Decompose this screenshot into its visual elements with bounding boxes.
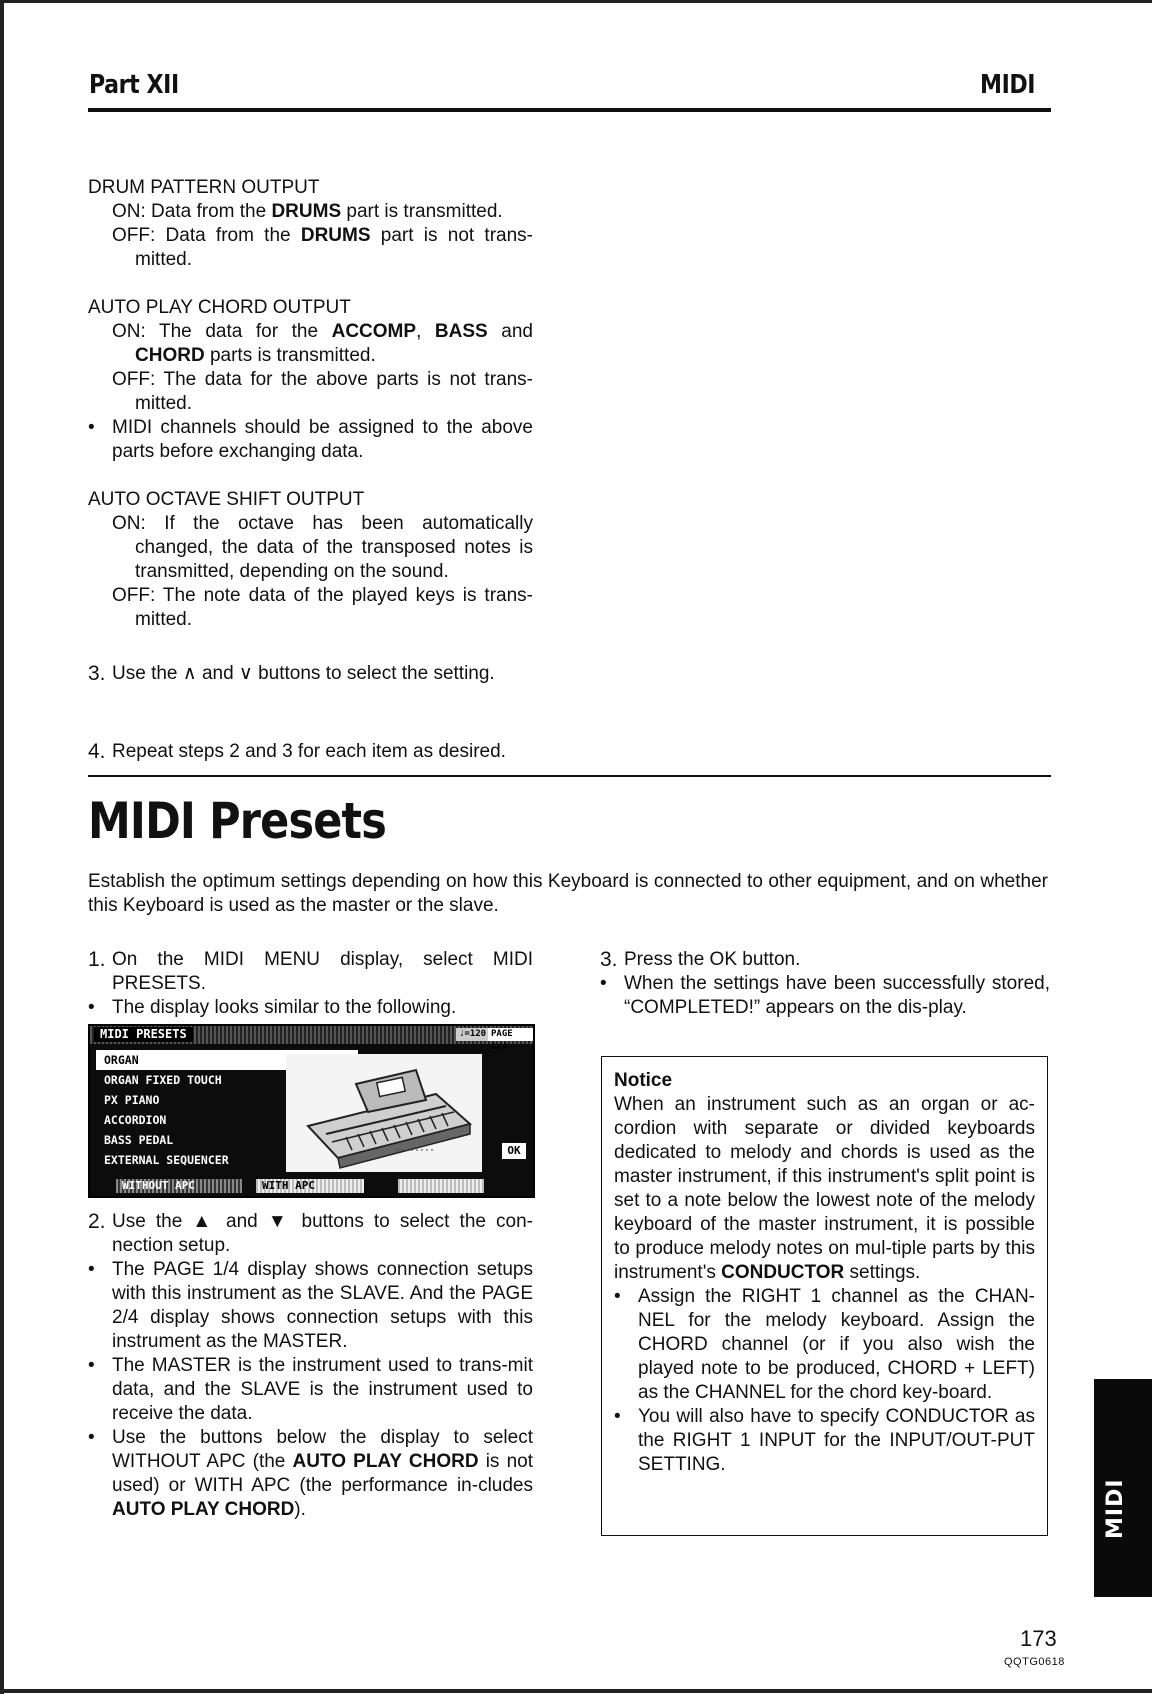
document-code: QQTG0618 xyxy=(1004,1656,1065,1668)
autoplay-heading: AUTO PLAY CHORD OUTPUT xyxy=(88,297,351,318)
page-frame-top xyxy=(0,0,1152,3)
notice-bullet: • You will also have to specify CONDUCTOR as the RIGHT 1 INPUT for the INPUT/OUT-PUT SETTING. xyxy=(614,1405,1035,1477)
octave-on: ON: If the octave has been automatically changed, the data of the transposed notes is transmitted, depending on the sound. xyxy=(112,513,533,582)
drum-off: OFF: Data from the DRUMS part is not trans-mitted. xyxy=(112,225,534,270)
octave-heading: AUTO OCTAVE SHIFT OUTPUT xyxy=(88,489,365,510)
autoplay-note: • MIDI channels should be assigned to the above parts before exchanging data. xyxy=(88,416,533,464)
lcd-preset-item[interactable]: BASS PEDAL xyxy=(104,1133,174,1147)
header-part: Part XII xyxy=(89,70,179,100)
presets-intro: Establish the optimum settings depending on how this Keyboard is connected to other equipment, and on whether this Keyboard is used as the master or the slave. xyxy=(88,871,1048,916)
lcd-title: MIDI PRESETS xyxy=(94,1027,193,1042)
keyboard-icon xyxy=(286,1054,482,1172)
section-title: MIDI Presets xyxy=(88,792,386,850)
notice-bullet: • Assign the RIGHT 1 channel as the CHAN-NEL for the melody keyboard. Assign the CHORD channel (or if you also wish the played note to be produced, CHORD + LEFT) as the CHANNEL for the chord key-board. xyxy=(614,1285,1035,1405)
presets-step-2-block xyxy=(88,1210,533,1522)
lcd-display xyxy=(88,1024,535,1198)
autoplay-off: OFF: The data for the above parts is not trans-mitted. xyxy=(112,369,533,414)
notice-title: Notice xyxy=(614,1070,673,1091)
presets-step-1-bullet: • The display looks similar to the following. xyxy=(88,996,533,1020)
side-tab-label: MIDI xyxy=(1103,1478,1128,1539)
presets-step-3: 3. Press the OK button. xyxy=(600,948,801,971)
page-frame-left xyxy=(0,0,4,1694)
presets-step-2-bullet: • Use the buttons below the display to select WITHOUT APC (the AUTO PLAY CHORD is not used) or WITH APC (the performance in-cludes AUTO PLAY CHORD). xyxy=(88,1426,533,1522)
top-step-4: 4. Repeat steps 2 and 3 for each item as desired. xyxy=(88,740,506,763)
lcd-page-indicator: PAGE 1/4 xyxy=(488,1028,533,1041)
without-apc-button[interactable]: WITHOUT APC xyxy=(116,1179,242,1193)
page-frame-bottom xyxy=(0,1689,1152,1693)
side-tab xyxy=(1094,1379,1152,1597)
drum-on: ON: Data from the DRUMS part is transmitted. xyxy=(112,201,503,222)
keyboard-illustration xyxy=(286,1054,482,1172)
top-step-3: 3. Use the ∧ and ∨ buttons to select the setting. xyxy=(88,662,495,685)
lcd-blank-button[interactable] xyxy=(398,1179,484,1193)
notice-box xyxy=(601,1056,1048,1536)
section-divider xyxy=(88,775,1051,777)
presets-step-3-bullet: • When the settings have been successfully stored, “COMPLETED!” appears on the dis-play. xyxy=(600,972,1050,1020)
lcd-preset-item[interactable]: ORGAN FIXED TOUCH xyxy=(104,1073,222,1087)
presets-step-2: 2. Use the ▲ and ▼ buttons to select the con-nection setup. xyxy=(88,1210,533,1256)
drum-heading: DRUM PATTERN OUTPUT xyxy=(88,177,320,198)
lcd-tempo: ♩=120 xyxy=(456,1028,489,1041)
notice-body: When an instrument such as an organ or ac-cordion with separate or divided keyboards dedicated to melody and chords is used as the master instrument, if this instrument's split point is set to a note below the lowest note of the melody keyboard of the master instrument, it is possible to produce melody notes on mul-tiple parts by this instrument's CONDUCTOR settings. xyxy=(614,1094,1035,1283)
lcd-preset-item[interactable]: PX PIANO xyxy=(104,1093,160,1107)
lcd-preset-item[interactable]: ACCORDION xyxy=(104,1113,167,1127)
presets-step-1-block xyxy=(88,948,533,1020)
presets-step-2-bullet: • The PAGE 1/4 display shows connection setups with this instrument as the SLAVE. And the PAGE 2/4 display shows connection setups with this instrument as the MASTER. xyxy=(88,1258,533,1354)
presets-step-3-block xyxy=(600,948,1050,1020)
presets-step-2-bullet: • The MASTER is the instrument used to trans-mit data, and the SLAVE is the instrument used to receive the data. xyxy=(88,1354,533,1426)
drum-pattern-output-block xyxy=(88,176,533,272)
autoplay-on: ON: The data for the ACCOMP, BASS and CHORD parts is transmitted. xyxy=(112,321,533,366)
lcd-preset-item[interactable]: ORGAN xyxy=(96,1050,358,1070)
auto-play-chord-output-block xyxy=(88,296,533,464)
header-section: MIDI xyxy=(980,70,1036,100)
page-number: 173 xyxy=(1020,1626,1057,1651)
header-rule xyxy=(88,108,1051,112)
lcd-ok-button[interactable]: OK xyxy=(502,1143,526,1159)
octave-off: OFF: The note data of the played keys is trans-mitted. xyxy=(112,585,533,630)
presets-step-1: 1. On the MIDI MENU display, select MIDI PRESETS. xyxy=(88,948,533,994)
lcd-preset-item[interactable]: EXTERNAL SEQUENCER xyxy=(104,1153,229,1167)
with-apc-button[interactable]: WITH APC xyxy=(256,1179,364,1193)
auto-octave-shift-output-block xyxy=(88,488,533,632)
